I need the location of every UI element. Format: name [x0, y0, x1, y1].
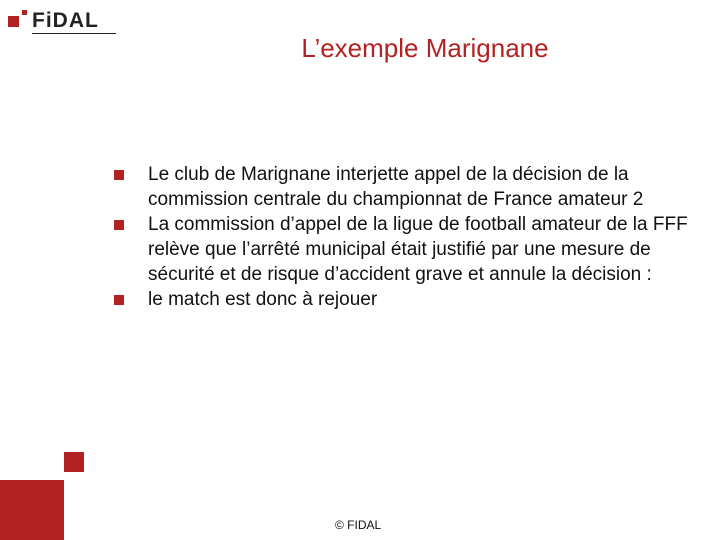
- bullet-item: [112, 162, 692, 212]
- bullet-text: Le club de Marignane interjette appel de la décision de la commission centrale du championnat de France amateur 2: [148, 164, 644, 210]
- bullet-square-icon: [114, 220, 124, 230]
- decorative-corner-block: [0, 480, 64, 540]
- logo-wordmark: FiDAL: [32, 9, 99, 32]
- bullet-text: La commission d’appel de la ligue de football amateur de la FFF relève que l’arrêté municipal était justifié par une mesure de sécurité et de risque d’accident grave et annule la décision :: [148, 214, 688, 285]
- bullet-square-icon: [114, 170, 124, 180]
- bullet-item: [112, 287, 692, 312]
- bullet-list: [112, 162, 692, 312]
- bullet-text: le match est donc à rejouer: [148, 289, 378, 310]
- logo-square-large: [8, 16, 19, 27]
- decorative-square: [64, 452, 84, 472]
- fidal-logo: [8, 8, 118, 34]
- bullet-square-icon: [114, 295, 124, 305]
- slide-title: L’exemple Marignane: [301, 33, 549, 63]
- footer-copyright: © FIDAL: [335, 518, 382, 532]
- logo-square-small: [22, 10, 27, 15]
- bullet-item: [112, 212, 692, 287]
